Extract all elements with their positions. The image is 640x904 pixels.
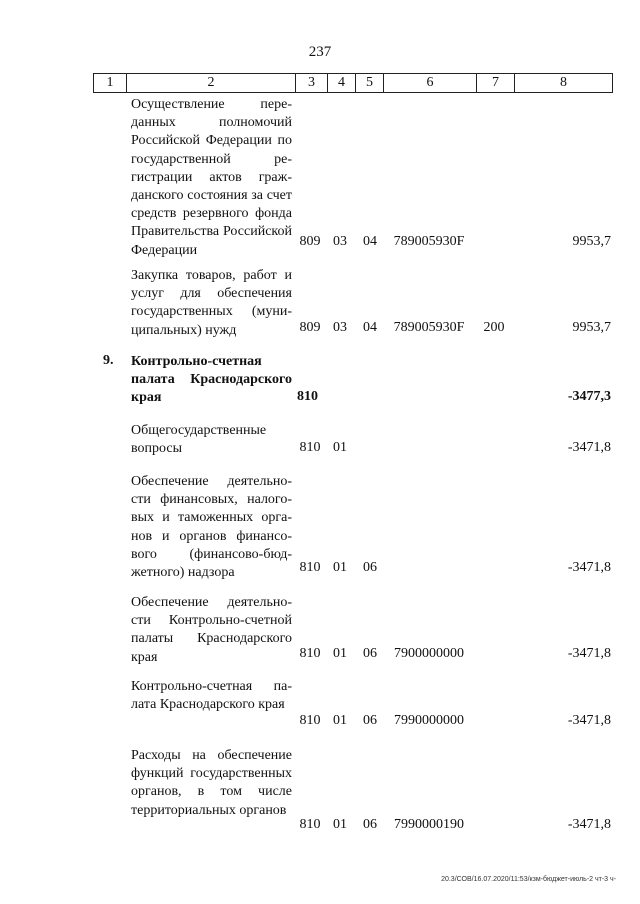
- row-code-5: 06: [363, 560, 377, 575]
- table-header: [93, 73, 613, 93]
- row-name: Осуществление переданных полномочий Российской Федерации по государственной регистрации актов гражданского состояния за счет средств резервного фонда Правительства Российской Федерации: [131, 97, 292, 258]
- page-number: 237: [308, 44, 332, 60]
- row-code-3: 809: [299, 234, 321, 249]
- row-name: Обеспечение деятельности финансовых, налоговых и таможенных органов и органов финансового (финансово-бюджетного) надзора: [131, 474, 292, 581]
- row-code-6: 789005930F: [393, 320, 465, 335]
- row-amount: -3477,3: [567, 389, 611, 404]
- row-code-6: 7900000000: [394, 646, 464, 661]
- row-code-4: 01: [333, 646, 347, 661]
- header-cell-2: 2: [126, 74, 295, 92]
- header-cell-8: 8: [514, 74, 612, 92]
- header-cell-5: 5: [355, 74, 383, 92]
- row-code-5: 04: [363, 320, 377, 335]
- row-code-4: 03: [333, 234, 347, 249]
- row-code-3: 810: [299, 440, 321, 455]
- row-amount: -3471,8: [567, 440, 611, 455]
- header-cell-7: 7: [476, 74, 514, 92]
- row-name: Обеспечение деятельности Контрольно-счетной палаты Краснодарского края: [131, 595, 292, 665]
- row-code-5: 06: [363, 713, 377, 728]
- row-code-5: 04: [363, 234, 377, 249]
- row-code-6: 7990000000: [394, 713, 464, 728]
- header-cell-3: 3: [295, 74, 327, 92]
- row-name: Закупка товаров, работ и услуг для обеспечения государственных (муниципальных) нужд: [131, 268, 292, 338]
- row-amount: 9953,7: [572, 234, 611, 249]
- header-cell-6: 6: [383, 74, 476, 92]
- row-code-3: 810: [299, 713, 321, 728]
- row-code-3: 809: [299, 320, 321, 335]
- header-cell-1: 1: [106, 75, 114, 90]
- row-name: Общегосударственные вопросы: [131, 423, 267, 457]
- row-code-4: 01: [333, 817, 347, 832]
- footer-file-info: 20.3/СОВ/16.07.2020/11:53/кзм-бюджет-июль-2 чт-3 ч-: [441, 876, 616, 883]
- row-name: Расходы на обеспечение функций государственных органов, в том числе территориальных органов: [131, 748, 292, 818]
- row-code-6: 789005930F: [393, 234, 465, 249]
- section-number: 9.: [103, 353, 114, 368]
- row-code-4: 01: [333, 560, 347, 575]
- row-code-5: 06: [363, 646, 377, 661]
- row-amount: -3471,8: [567, 646, 611, 661]
- row-code-4: 03: [333, 320, 347, 335]
- row-code-7: 200: [483, 320, 505, 335]
- row-name: Контрольно-счетная палата Краснодарского края: [131, 679, 292, 713]
- row-amount: 9953,7: [572, 320, 611, 335]
- row-amount: -3471,8: [567, 817, 611, 832]
- row-code-4: 01: [333, 713, 347, 728]
- row-name: Контрольно-счетная палата Краснодарского края: [131, 354, 292, 406]
- row-code-3: 810: [299, 560, 321, 575]
- row-code-3: 810: [297, 389, 318, 404]
- row-code-5: 06: [363, 817, 377, 832]
- row-amount: -3471,8: [567, 713, 611, 728]
- row-code-3: 810: [299, 646, 321, 661]
- row-amount: -3471,8: [567, 560, 611, 575]
- row-code-3: 810: [299, 817, 321, 832]
- header-cell-4: 4: [327, 74, 355, 92]
- row-code-6: 7990000190: [394, 817, 464, 832]
- row-code-4: 01: [333, 440, 347, 455]
